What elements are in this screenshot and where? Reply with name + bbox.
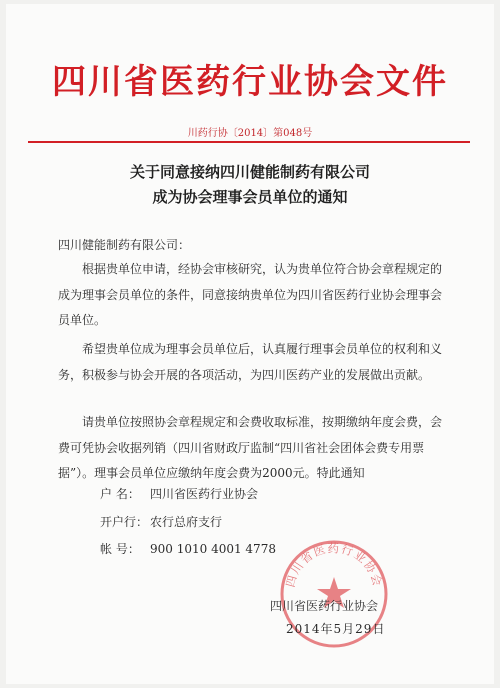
account-number-label: 帐 号：	[100, 542, 140, 556]
bank-row	[100, 513, 222, 530]
notice-title-line-2: 成为协会理事会员单位的通知	[152, 188, 348, 206]
bank-label: 开户行：	[100, 515, 149, 529]
signature-organization: 四川省医药行业协会	[270, 599, 379, 613]
document-number: 川药行协〔2014〕第048号	[187, 128, 313, 139]
body-paragraph-2: 希望贵单位成为理事会员单位后，认真履行理事会员单位的权利和义务，积极参与协会开展的各项活动，为四川医药产业的发展做出贡献。	[58, 342, 443, 382]
header-red-rule	[28, 141, 470, 143]
account-number-row	[100, 540, 276, 557]
svg-text:四川省医药行业协会: 四川省医药行业协会	[283, 541, 385, 589]
notice-title-line-1: 关于同意接纳四川健能制药有限公司	[129, 163, 370, 181]
account-name-row	[100, 485, 258, 502]
body-paragraph-3: 请贵单位按照协会章程规定和会费收取标准，按期缴纳年度会费，会费可凭协会收据列销（四川省财政厅监制“四川省社会团体会费专用票据”）。理事会员单位应缴纳年度会费为2000元。特此通知	[58, 415, 443, 480]
account-name-value: 四川省医药行业协会	[150, 487, 259, 501]
bank-value: 农行总府支行	[150, 515, 223, 529]
signature-date: 2014年5月29日	[286, 622, 386, 636]
body-paragraph-1: 根据贵单位申请，经协会审核研究，认为贵单位符合协会章程规定的成为理事会员单位的条件，同意接纳贵单位为四川省医药行业协会理事会员单位。	[58, 262, 443, 327]
account-number-value: 900 1010 4001 4778	[150, 542, 276, 556]
salutation: 四川健能制药有限公司：	[58, 238, 191, 252]
account-name-label: 户 名：	[100, 487, 140, 501]
org-header-title: 四川省医药行业协会文件	[52, 62, 448, 102]
